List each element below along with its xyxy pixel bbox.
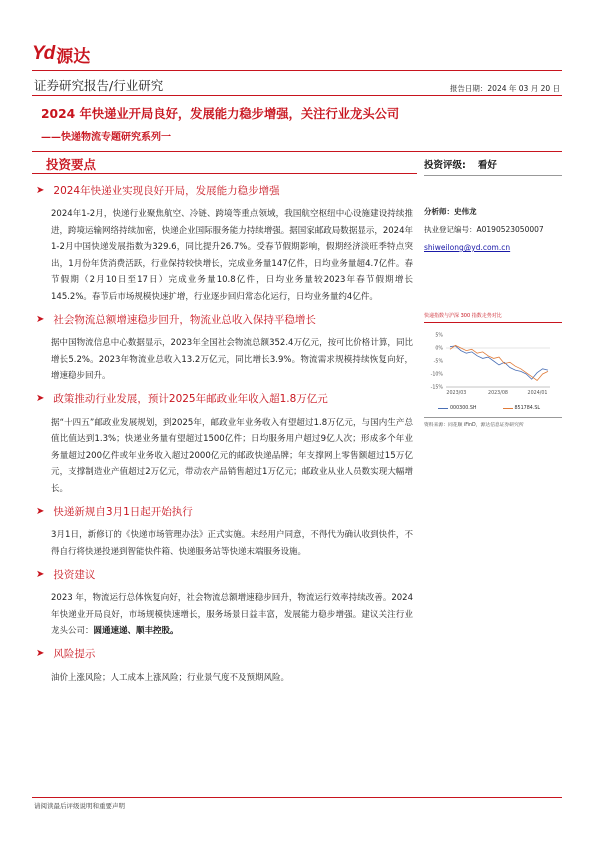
x-tick-label: 2024/01 <box>527 391 548 396</box>
main-content <box>32 182 417 686</box>
chart-title-divider <box>424 322 562 323</box>
y-tick-label: -10% <box>430 372 443 378</box>
y-tick-label: 0% <box>435 346 443 352</box>
logo-mark: Yd <box>32 43 55 64</box>
arrow-bullet-icon: ➤ <box>36 505 45 517</box>
x-tick-label: 2023/03 <box>446 391 467 396</box>
series-line-2 <box>450 345 548 380</box>
report-title: 2024 年快递业开局良好，发展能力稳步增强，关注行业龙头公司 <box>41 107 400 121</box>
chart-title: 快递指数与沪深 300 指数走势对比 <box>424 313 502 319</box>
header-divider-middle <box>32 95 562 96</box>
report-subtitle: ——快递物流专题研究系列一 <box>41 132 171 143</box>
y-tick-label: -5% <box>433 359 443 365</box>
section-6-heading <box>36 646 417 662</box>
section-heading-underline <box>32 173 417 174</box>
chart-source: 资料来源：同花顺 iFinD，源达信息证券研究所 <box>424 423 524 428</box>
analyst-line <box>424 206 562 217</box>
registration-number: 执业登记编号：A0190523050007 <box>424 225 544 234</box>
arrow-bullet-icon: ➤ <box>36 393 45 404</box>
section-2-heading <box>36 311 417 327</box>
section-4-body: 3月1日，新修订的《快递市场管理办法》正式实施。未经用户同意，不得代为确认收到快件，不得自行将快递投递到智能快件箱、快递服务站等快递末端服务设施。 <box>51 530 413 557</box>
x-tick-label: 2023/08 <box>488 391 508 396</box>
document-type: 证券研究报告/行业研究 <box>34 78 164 93</box>
logo-text: 源达 <box>56 46 91 67</box>
section-6-heading-text: 风险提示 <box>53 648 96 660</box>
chart-bottom-divider <box>424 417 562 418</box>
section-heading: 投资要点 <box>46 157 97 172</box>
series-line-1 <box>450 346 548 379</box>
section-2-heading-text: 社会物流总额增速稳步回升，物流业总收入保持平稳增长 <box>53 313 316 326</box>
section-5-heading <box>36 566 417 582</box>
rating-label: 投资评级: <box>424 160 466 171</box>
legend-label-series-1: 000300.SH <box>450 406 477 411</box>
footer-divider <box>32 797 562 798</box>
analyst-email[interactable]: shiweilong@yd.com.cn <box>424 243 511 252</box>
title-divider <box>32 151 562 152</box>
section-5-body-text: 2023 年，物流运行总体恢复向好，社会物流总额增速稳步回升，物流运行效率持续改善。2024 年快递业开局良好，市场规模快速增长，服务场景日益丰富，发展能力稳步增强。建议关注行业龙头公司： <box>51 593 413 636</box>
legend-swatch-series-2 <box>503 408 513 410</box>
header-divider-top <box>32 70 562 71</box>
section-2-body: 据中国物流信息中心数据显示，2023年全国社会物流总额352.4万亿元，按可比价格计算，同比增长5.2%。2023年物流业总收入13.2万亿元，同比增长3.9%。物流需求规模持续恢复向好，增速稳步回升。 <box>51 338 413 381</box>
sidebar <box>424 155 562 428</box>
company-logo <box>32 43 90 65</box>
rating-divider <box>424 175 562 176</box>
section-3-heading-text: 政策推动行业发展，预计2025年邮政业年收入超1.8万亿元 <box>53 393 328 405</box>
analyst-label: 分析师： <box>424 207 454 216</box>
y-tick-label: 5% <box>435 333 443 339</box>
legend-swatch-series-1 <box>438 408 448 410</box>
analyst-name: 史伟龙 <box>454 207 477 216</box>
chart-legend <box>424 406 562 411</box>
rating-value: 看好 <box>477 160 497 171</box>
section-6-body: 油价上涨风险；人工成本上涨风险；行业景气度不及预期风险。 <box>51 672 290 683</box>
report-date: 报告日期：2024 年 03 月 20 日 <box>449 84 560 93</box>
legend-label-series-2: 851784.SL <box>514 406 541 411</box>
section-1-body: 2024年1-2月，快递行业聚焦航空、冷链、跨境等重点领域，我国航空枢纽中心设施建设持续推进，跨境运输网络持续加密，快递企业国际服务能力持续增强。据国家邮政局数据显示，2024年1-2月中国快递发展指数为329.6，同比提升26.7%。受春节假期影响，假期经济淡旺季特点突出，1月份年货消费活跃，行业保持较快增长，完成业务量147亿件，日均业务量超4.7亿件。春节假期（2月10日至17日）完成业务量10.8亿件，日均业务量较2023年春节假期增长145.2%。春节后市场规模快速扩增，行业逐步回归常态化运行，日均业务量约4亿件。 <box>51 209 413 302</box>
footer-note: 请阅读最后评级说明和重要声明 <box>34 802 125 810</box>
section-3-heading <box>36 391 417 407</box>
recommended-companies: 圆通速递、顺丰控股。 <box>93 626 179 636</box>
section-5-body <box>51 590 413 640</box>
line-chart <box>424 331 554 403</box>
investment-rating <box>424 155 562 173</box>
section-1-heading-text: 2024年快递业实现良好开局，发展能力稳步增强 <box>53 184 280 197</box>
section-5-heading-text: 投资建议 <box>53 568 96 581</box>
arrow-bullet-icon: ➤ <box>36 648 45 659</box>
y-tick-label: -15% <box>430 385 443 391</box>
arrow-bullet-icon: ➤ <box>36 184 45 196</box>
arrow-bullet-icon: ➤ <box>36 568 45 580</box>
section-1-heading <box>36 182 417 198</box>
section-4-heading-text: 快递新规自3月1日起开始执行 <box>53 505 193 518</box>
chart-area <box>424 331 554 403</box>
section-4-heading <box>36 503 417 519</box>
arrow-bullet-icon: ➤ <box>36 313 45 325</box>
section-3-body: 据“十四五”邮政业发展规划，到2025年，邮政业年业务收入有望超过1.8万亿元，与国内生产总值比值达到1.3%；快递业务量有望超过1500亿件；日均服务用户超过9亿人次；形成多个年业务量超过200亿件或年业务收入超过2000亿元的邮政快递品牌；年支撑网上零售额超过15万亿元，支撑制造业产值超过2万亿元，带动农产品销售超过1万亿元；邮政业从业人员数实现大幅增长。 <box>51 417 413 494</box>
